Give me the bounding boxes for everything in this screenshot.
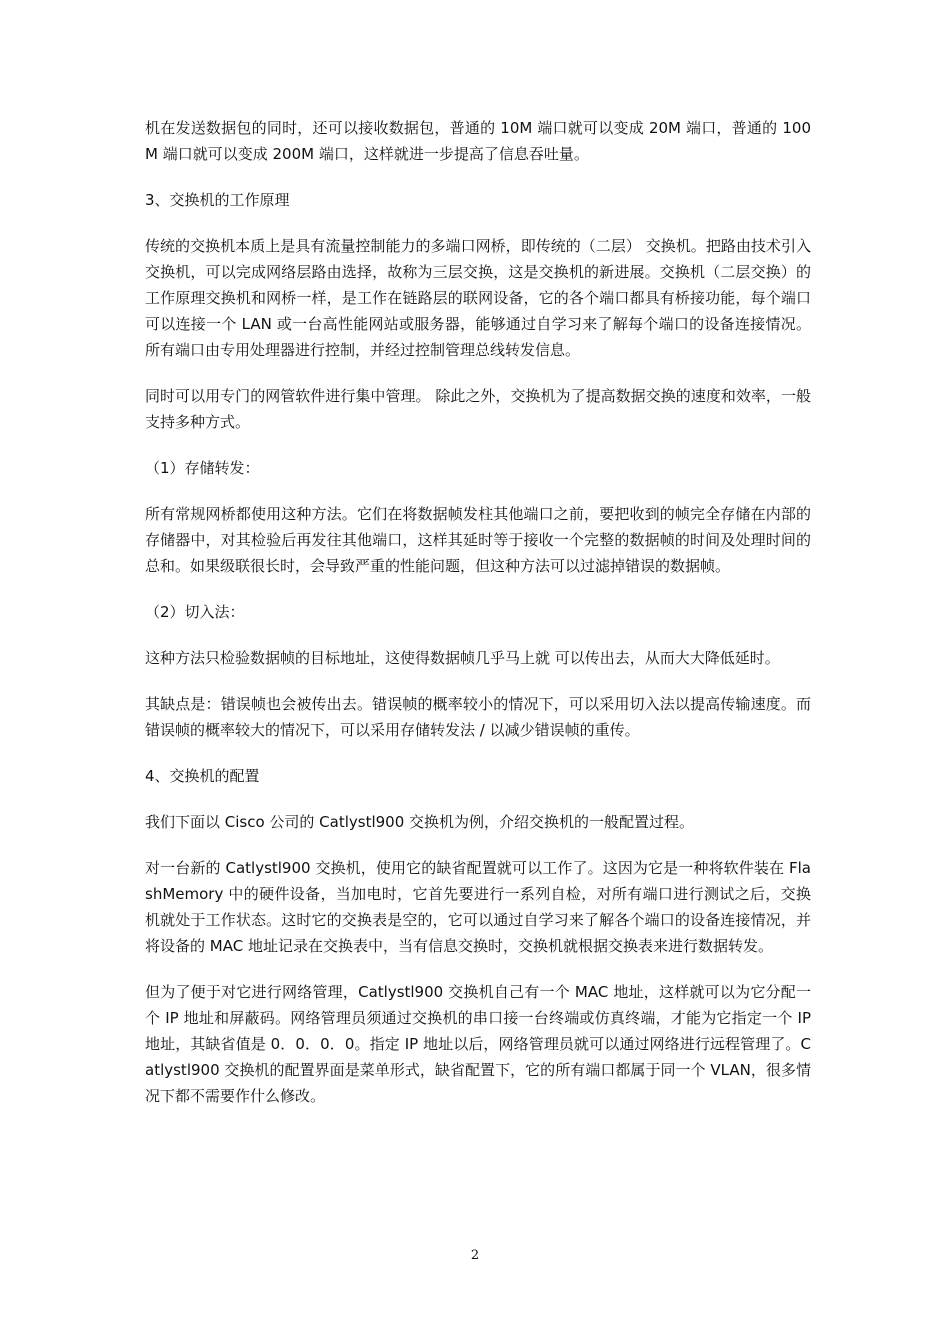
page-number: 2 (470, 1248, 480, 1263)
paragraph-store-forward: 所有常规网桥都使用这种方法。它们在将数据帧发柱其他端口之前，要把收到的帧完全存储在内部的存储器中，对其检验后再发往其他端口，这样其延时等于接收一个完整的数据帧的时间及处理时间的总和。如果级联很长时，会导致严重的性能问题，但这种方法可以过滤掉错误的数据帧。 (145, 505, 811, 575)
document-body (145, 115, 811, 1109)
paragraph-ip-config: 但为了便于对它进行网络管理，Catlystl900 交换机自己有一个 MAC 地址，这样就可以为它分配一个 IP 地址和屏蔽码。网络管理员须通过交换机的串口接一台终端或仿真终端，才能为它指定一个 IP 地址，其缺省值是 0．0．0．0。指定 IP 地址以后，网络管理员就可以通过网络进行远程管理了。Catlystl900 交换机的配置界面是菜单形式，缺省配置下，它的所有端口都属于同一个 VLAN，很多情况下都不需要作什么修改。 (145, 983, 811, 1105)
paragraph-throughput: 机在发送数据包的同时，还可以接收数据包，普通的 10M 端口就可以变成 20M 端口，普通的 100M 端口就可以变成 200M 端口，这样就进一步提高了信息吞吐量。 (145, 119, 811, 163)
heading-store-forward: （1）存储转发： (145, 459, 260, 477)
heading-switch-principle: 3、交换机的工作原理 (145, 191, 290, 209)
paragraph-cisco-intro: 我们下面以 Cisco 公司的 Catlystl900 交换机为例，介绍交换机的一般配置过程。 (145, 813, 695, 831)
heading-cut-through: （2）切入法： (145, 603, 245, 621)
paragraph-management: 同时可以用专门的网管软件进行集中管理。 除此之外，交换机为了提高数据交换的速度和效率，一般支持多种方式。 (145, 387, 811, 431)
paragraph-default-config: 对一台新的 Catlystl900 交换机，使用它的缺省配置就可以工作了。这因为它是一种将软件装在 FlashMemory 中的硬件设备，当加电时，它首先要进行一系列自检，对所有端口进行测试之后，交换机就处于工作状态。这时它的交换表是空的，它可以通过自学习来了解各个端口的设备连接情况，并将设备的 MAC 地址记录在交换表中，当有信息交换时，交换机就根据交换表来进行数据转发。 (145, 859, 811, 955)
paragraph-drawback: 其缺点是：错误帧也会被传出去。错误帧的概率较小的情况下，可以采用切入法以提高传输速度。而错误帧的概率较大的情况下，可以采用存储转发法 / 以减少错误帧的重传。 (145, 695, 811, 739)
paragraph-cut-through: 这种方法只检验数据帧的目标地址，这使得数据帧几乎马上就 可以传出去，从而大大降低延时。 (145, 649, 780, 667)
paragraph-traditional-switch: 传统的交换机本质上是具有流量控制能力的多端口网桥，即传统的（二层） 交换机。把路由技术引入交换机，可以完成网络层路由选择，故称为三层交换，这是交换机的新进展。交换机（二层交换）的工作原理交换机和网桥一样，是工作在链路层的联网设备，它的各个端口都具有桥接功能，每个端口可以连接一个 LAN 或一台高性能网站或服务器，能够通过自学习来了解每个端口的设备连接情况。所有端口由专用处理器进行控制，并经过控制管理总线转发信息。 (145, 237, 811, 359)
heading-switch-config: 4、交换机的配置 (145, 767, 260, 785)
